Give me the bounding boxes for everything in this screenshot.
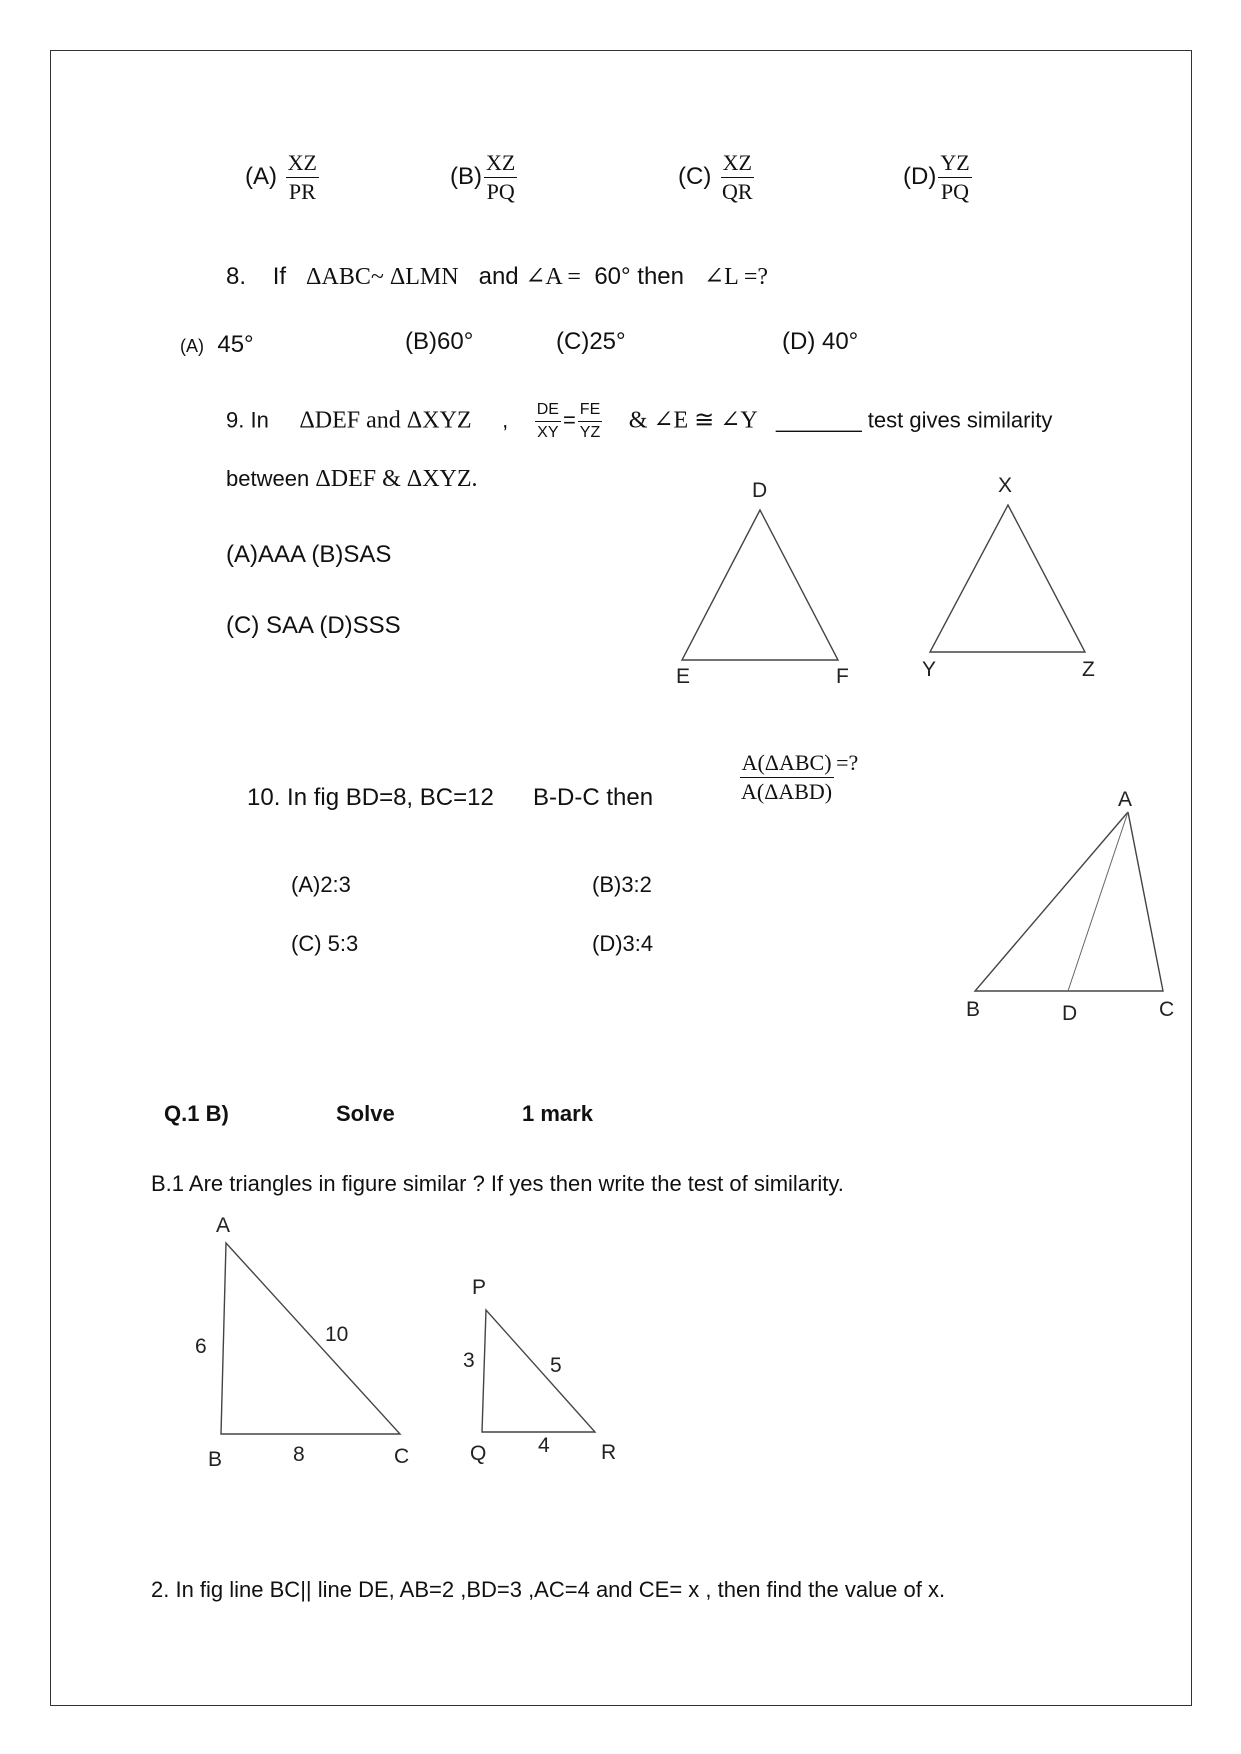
triangle-def bbox=[682, 510, 838, 660]
label-e: E bbox=[676, 665, 691, 688]
label-c: C bbox=[394, 1445, 410, 1468]
q9-question-line2: between ΔDEF & ΔXYZ. bbox=[226, 466, 478, 492]
label-p: P bbox=[472, 1276, 487, 1299]
q7-option-c: (C) $\frac{XZ}{QR}$ bbox=[678, 150, 753, 204]
q8-question: 8. If ΔABC~ ΔLMN and ∠A = 60° then ∠L =? bbox=[226, 263, 769, 290]
label-a: A bbox=[216, 1214, 231, 1237]
label-a: A bbox=[1118, 788, 1133, 811]
label-pq: 3 bbox=[463, 1349, 475, 1372]
q9-options-ab: (A)AAA (B)SAS bbox=[226, 541, 392, 568]
q9-options-cd: (C) SAA (D)SSS bbox=[226, 612, 401, 639]
label-ab: 6 bbox=[195, 1335, 207, 1358]
label-b: B bbox=[966, 998, 981, 1021]
q8-option-b: (B)60° bbox=[405, 328, 474, 355]
q10-question: 10. In fig BD=8, BC=12 bbox=[247, 784, 494, 811]
q7-option-d: (D) $\frac{YZ}{PQ}$ bbox=[903, 150, 970, 204]
label-bc: 8 bbox=[293, 1443, 305, 1466]
q9-figure bbox=[660, 470, 1110, 690]
q10-option-c: (C) 5:3 bbox=[291, 931, 359, 956]
label-b: B bbox=[208, 1448, 223, 1470]
label-x: X bbox=[998, 474, 1013, 497]
q10-option-d: (D)3:4 bbox=[592, 931, 654, 956]
label-c: C bbox=[1159, 998, 1175, 1021]
q10-option-b: (B)3:2 bbox=[592, 872, 652, 897]
b1-question: B.1 Are triangles in figure similar ? If yes then write the test of similarity. bbox=[151, 1171, 844, 1196]
label-z: Z bbox=[1082, 658, 1095, 681]
q8-option-d: (D) 40° bbox=[782, 328, 859, 355]
section-marks: 1 mark bbox=[522, 1101, 593, 1126]
section-q1b: Q.1 B) bbox=[164, 1101, 229, 1126]
label-q: Q bbox=[470, 1442, 487, 1465]
b1-figure bbox=[180, 1205, 620, 1470]
label-qr: 4 bbox=[538, 1434, 550, 1457]
label-r: R bbox=[601, 1441, 617, 1464]
label-pr: 5 bbox=[550, 1354, 562, 1377]
q8-option-c: (C)25° bbox=[556, 328, 626, 355]
q2-question: 2. In fig line BC|| line DE, AB=2 ,BD=3 ,AC=4 and CE= x , then find the value of x. bbox=[151, 1577, 946, 1602]
label-ac: 10 bbox=[325, 1323, 349, 1346]
label-d: D bbox=[752, 479, 768, 502]
q10-option-a: (A)2:3 bbox=[291, 872, 351, 897]
q7-option-a: (A) $\frac{XZ}{PR}$ bbox=[245, 150, 317, 204]
q10-fraction: $\frac{\text{A(ΔABC)}}{\text{A(ΔABD)}}$ =? bbox=[741, 749, 859, 804]
q10-bdc: B-D-C then bbox=[533, 784, 654, 811]
label-d: D bbox=[1062, 1002, 1078, 1025]
triangle-pqr bbox=[482, 1310, 595, 1432]
triangle-xyz bbox=[930, 505, 1085, 652]
q9-question: 9. In ΔDEF and ΔXYZ , $\frac{DE}{XY}$ = $\frac{FE}{YZ}$ & ∠E ≅ ∠Y _______ test gives similarity bbox=[226, 401, 1053, 441]
triangle-abc bbox=[975, 812, 1163, 991]
q8-option-a: (A) 45° bbox=[180, 331, 254, 358]
label-y: Y bbox=[922, 658, 937, 681]
q10-figure bbox=[950, 775, 1190, 1030]
label-f: F bbox=[836, 665, 849, 688]
segment-ad bbox=[1068, 812, 1128, 991]
triangle-abc bbox=[221, 1243, 400, 1434]
q7-option-b: (B) $\frac{XZ}{PQ}$ bbox=[450, 150, 516, 204]
section-solve: Solve bbox=[336, 1101, 395, 1126]
